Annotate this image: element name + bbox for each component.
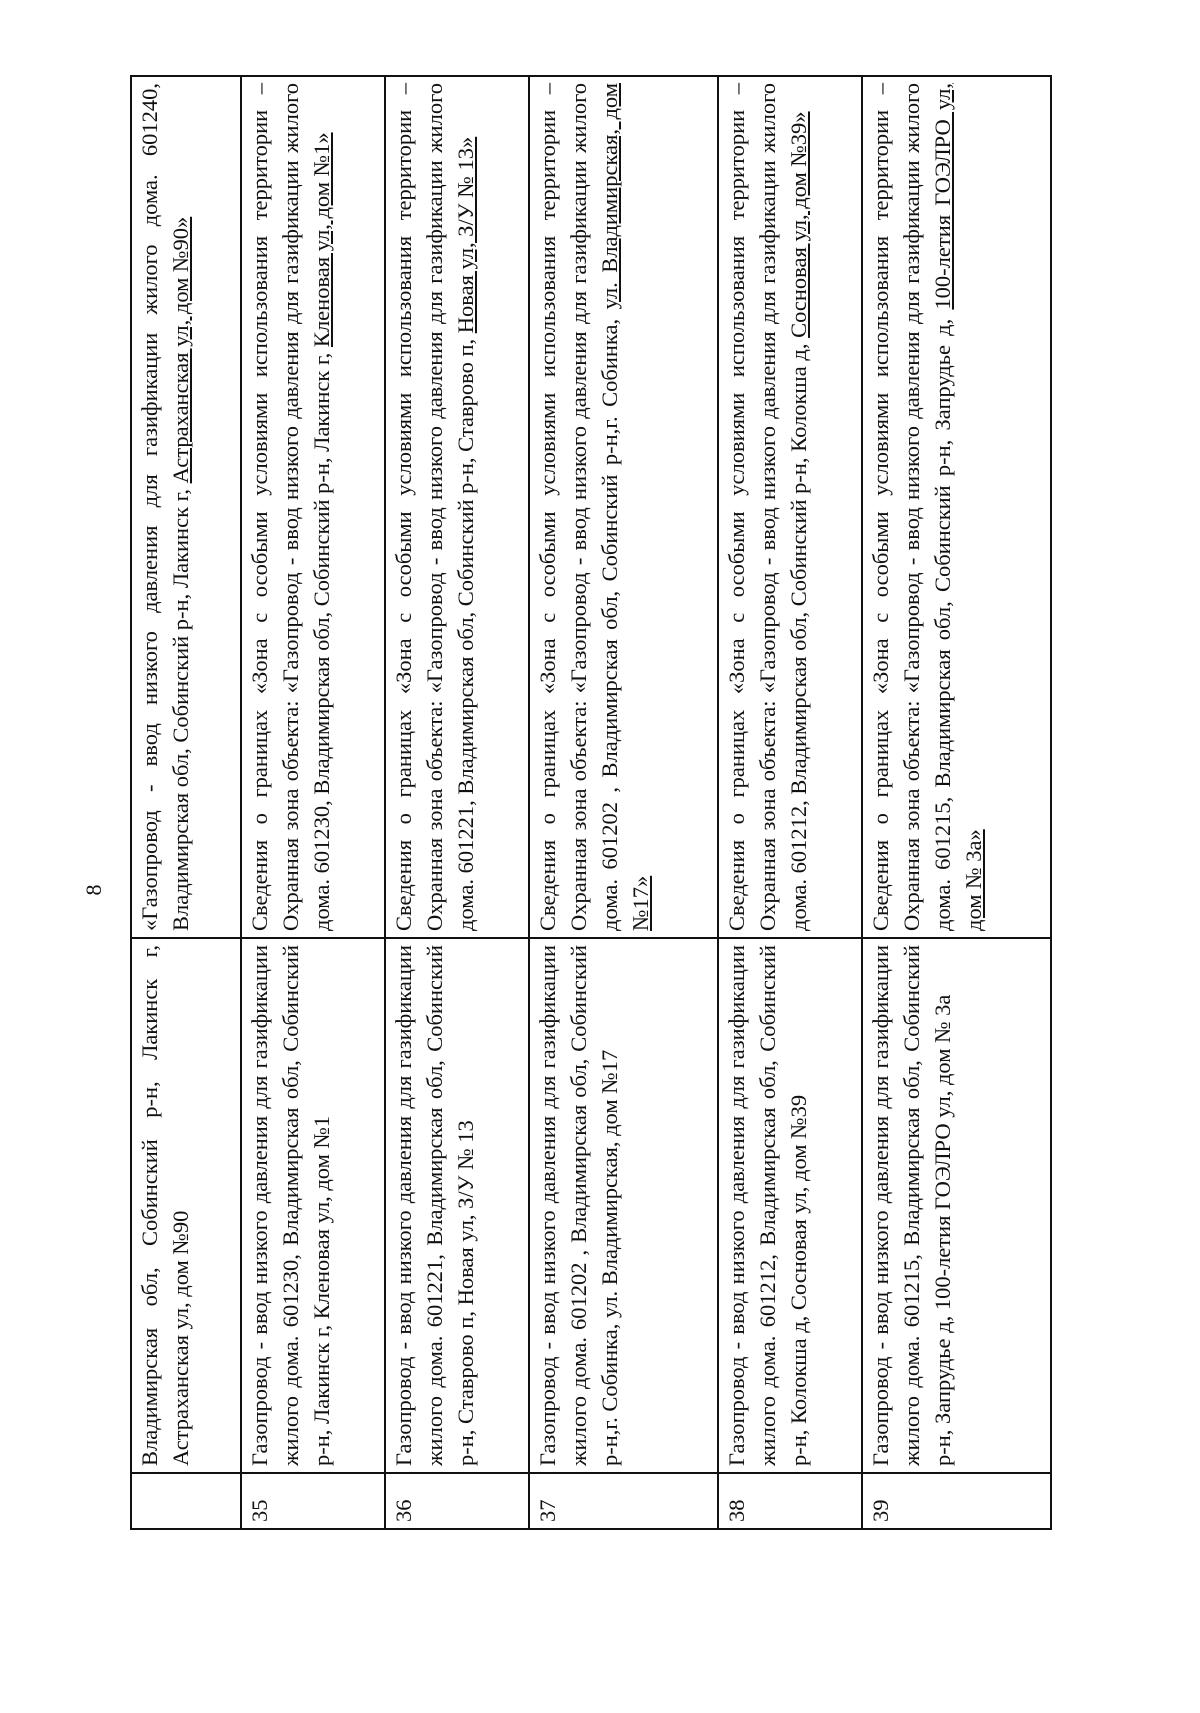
zone-info-cell: [862, 76, 1051, 938]
zone-info-address: 100-летия ГОЭЛРО ул, дом № 3а»: [929, 83, 986, 931]
table-row: [862, 76, 1051, 1529]
zone-info-cell: [529, 76, 718, 938]
row-number: 37: [529, 1473, 718, 1529]
table-row: [718, 76, 862, 1529]
table-row: [529, 76, 718, 1529]
table-row: [131, 76, 241, 1529]
zone-info-address: Новая ул, З/У № 13»: [452, 136, 478, 334]
object-name-cell: Газопровод - ввод низкого давления для газификации жилого дома. 601230, Владимирская обл, Собинский р-н, Лакинск г, Кленовая ул, дом №1: [241, 938, 385, 1473]
zone-info-cell: [241, 76, 385, 938]
object-name-cell: Газопровод - ввод низкого давления для газификации жилого дома. 601202 , Владимирская обл, Собинский р-н,г. Собинка, ул. Владимирская, дом №17: [529, 938, 718, 1473]
object-name-cell: Газопровод - ввод низкого давления для газификации жилого дома. 601221, Владимирская обл, Собинский р-н, Ставрово п, Новая ул, З/У № 13: [385, 938, 529, 1473]
zone-info-text: «Газопровод - ввод низкого давления для газификации жилого дома. 601240, Владимирская обл, Собинский р-н, Лакинск г,: [137, 83, 193, 931]
row-number: [131, 1473, 241, 1529]
object-name-cell: Газопровод - ввод низкого давления для газификации жилого дома. 601212, Владимирская обл, Собинский р-н, Колокша д, Сосновая ул, дом №39: [718, 938, 862, 1473]
row-number: 38: [718, 1473, 862, 1529]
zone-info-text: Сведения о границах «Зона с особыми условиями использования территории – Охранная зона объекта: «Газопровод - ввод низкого давления для газификации жилого дома. 601215, Владимирская обл, Собинский р-н, Запрудье д,: [867, 83, 955, 931]
zone-info-address: Астраханская ул, дом №90»: [168, 216, 193, 484]
row-number: 36: [385, 1473, 529, 1529]
zone-info-text: Сведения о границах «Зона с особыми условиями использования территории – Охранная зона объекта: «Газопровод - ввод низкого давления для газификации жилого дома. 601202 , Владимирская обл, Собинский р-н,г. Собинка,: [534, 83, 622, 931]
zones-table: [130, 75, 1052, 1530]
rotated-page-content: [130, 75, 1052, 1530]
object-name-cell: Владимирская обл, Собинский р-н, Лакинск г, Астраханская ул, дом №90: [131, 938, 241, 1473]
zone-info-address: Сосновая ул, дом №39»: [785, 111, 811, 338]
zone-info-address: ул. Владимирская, дом №17»: [596, 83, 653, 931]
object-name-cell: Газопровод - ввод низкого давления для газификации жилого дома. 601215, Владимирская обл, Собинский р-н, Запрудье д, 100-летия ГОЭЛРО ул, дом № 3а: [862, 938, 1051, 1473]
zone-info-cell: [131, 76, 241, 938]
row-number: 39: [862, 1473, 1051, 1529]
row-number: 35: [241, 1473, 385, 1529]
table-row: [385, 76, 529, 1529]
zone-info-cell: [385, 76, 529, 938]
page-number: 8: [81, 884, 106, 896]
table-row: [241, 76, 385, 1529]
zone-info-text: Сведения о границах «Зона с особыми условиями использования территории – Охранная зона объекта: «Газопровод - ввод низкого давления для газификации жилого дома. 601212, Владимирская обл, Собинский р-н, Колокша д,: [723, 83, 811, 931]
zone-info-text: Сведения о границах «Зона с особыми условиями использования территории – Охранная зона объекта: «Газопровод - ввод низкого давления для газификации жилого дома. 601230, Владимирская обл, Собинский р-н, Лакинск г,: [247, 83, 334, 931]
zone-info-cell: [718, 76, 862, 938]
zone-info-text: Сведения о границах «Зона с особыми условиями использования территории – Охранная зона объекта: «Газопровод - ввод низкого давления для газификации жилого дома. 601221, Владимирская обл, Собинский р-н, Ставрово п,: [390, 83, 478, 931]
zone-info-address: Кленовая ул, дом №1»: [309, 132, 334, 348]
